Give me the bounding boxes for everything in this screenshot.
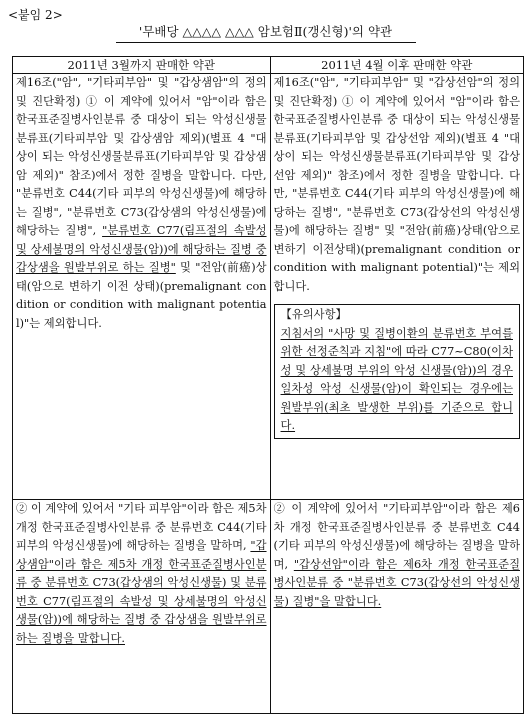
right-clause-1 — [270, 74, 523, 500]
caution-note-box — [274, 304, 520, 439]
left-column-header: 2011년 3월까지 판매한 약관 — [13, 57, 271, 74]
title-underline — [116, 42, 416, 43]
left-clause-1-text-a: 제16조("암", "기타피부암" 및 "갑상샘암"의 정의 및 진단확정) ① 이 계약에 있어서 "암"이라 함은 한국표준질병사인분류 중 대상이 되는 악성신생물분류표(기타피부암 및 갑상샘암 제외)(별표 4 "대상이 되는 악성신생물분류표(기타피부암 및 갑상샘암 제외)" 참조)에서 정한 질병을 말합니다. 다만, "분류번호 C44(기타 피부의 악성신생물)에 해당하는 질병", "분류번호 C73(갑상샘의 악성신생물)에 해당하는 질병", — [16, 76, 267, 237]
comparison-table — [12, 56, 524, 714]
document-title — [0, 22, 531, 43]
caution-note-body: 지침서의 "사망 및 질병이환의 분류번호 부여를 위한 선정준칙과 지침"에 따라 C77~C80(이차성 및 상세불명 부위의 악성 신생물(암))의 경우 일차성 악성 신생물(암)이 확인되는 경우에는 원발부위(최초 발생한 부위)를 기준으로 합니다. — [280, 326, 513, 432]
left-clause-1 — [13, 74, 271, 500]
left-clause-2 — [13, 500, 271, 714]
document-title-text: '무배당 △△△△ △△△ 암보험Ⅱ(갱신형)'의 약관 — [138, 24, 393, 39]
right-clause-2-text-a: ② 이 계약에 있어서 "기타피부암"이라 함은 제6차 개정 한국표준질병사인분류 중 분류번호 C44(기타 피부의 악성신생물)에 해당하는 질병을 말하며, — [273, 502, 520, 571]
left-clause-1-text-b: 및 "전암(前癌)상태(암으로 변하기 이전 상태)(premalignant condition or condition with malignant potential)"는 제외합니다. — [16, 261, 267, 330]
right-clause-1-text: 제16조("암", "기타피부암" 및 "갑상선암"의 정의 및 진단확정) ① 이 계약에 있어서 "암"이라 함은 한국표준질병사인분류 중 대상이 되는 악성신생물분류표(기타피부암 및 갑상선암 제외)(별표 4 "대상이 되는 악성신생물분류표(기타피부암 및 갑상선암 제외)" 참조)에서 정한 질병을 말합니다. 다만, "분류번호 C44(기타 피부의 악성신생물)에 해당하는 질병", "분류번호 C73(갑상선의 악성신생물)에 해당하는 질병" 및 "전암(前癌)상태(암으로 변하기 이전상태)(premalignant condition or condition with malignant potential)"는 제외합니다. — [273, 76, 520, 293]
caution-note-heading: 【유의사항】 — [280, 308, 347, 321]
table-row — [13, 500, 524, 714]
right-column-header: 2011년 4월 이후 판매한 약관 — [270, 57, 523, 74]
left-clause-2-text-a: ② 이 계약에 있어서 "기타 피부암"이라 함은 제5차 개정 한국표준질병사인분류 중 분류번호 C44(기타 피부의 악성신생물)에 해당하는 질병을 말하며, — [16, 502, 267, 552]
left-clause-1-underlined: "분류번호 C77(림프절의 속발성 및 상세불명의 악성신생물(암))에 해당하는 질병 중 갑상샘을 원발부위로 하는 질병" — [16, 224, 267, 274]
right-clause-2-underlined: "갑상선암"이라 함은 제6차 개정 한국표준질병사인분류 중 "분류번호 C73(갑상선의 악성신생물) 질병"을 말합니다. — [273, 557, 520, 608]
table-row — [13, 74, 524, 500]
table-header-row — [13, 57, 524, 74]
left-clause-2-underlined: "갑상샘암"이라 함은 제5차 개정 한국표준질병사인분류 중 분류번호 C73(갑상샘의 악성신생물) 및 분류번호 C77(림프절의 속발성 및 상세불명의 악성신생물(암))에 해당하는 질병 중 갑상샘을 원발부위로 하는 질병을 말합니다. — [16, 539, 267, 645]
attachment-tag: <붙임 2> — [8, 8, 63, 22]
right-clause-2 — [270, 500, 523, 714]
